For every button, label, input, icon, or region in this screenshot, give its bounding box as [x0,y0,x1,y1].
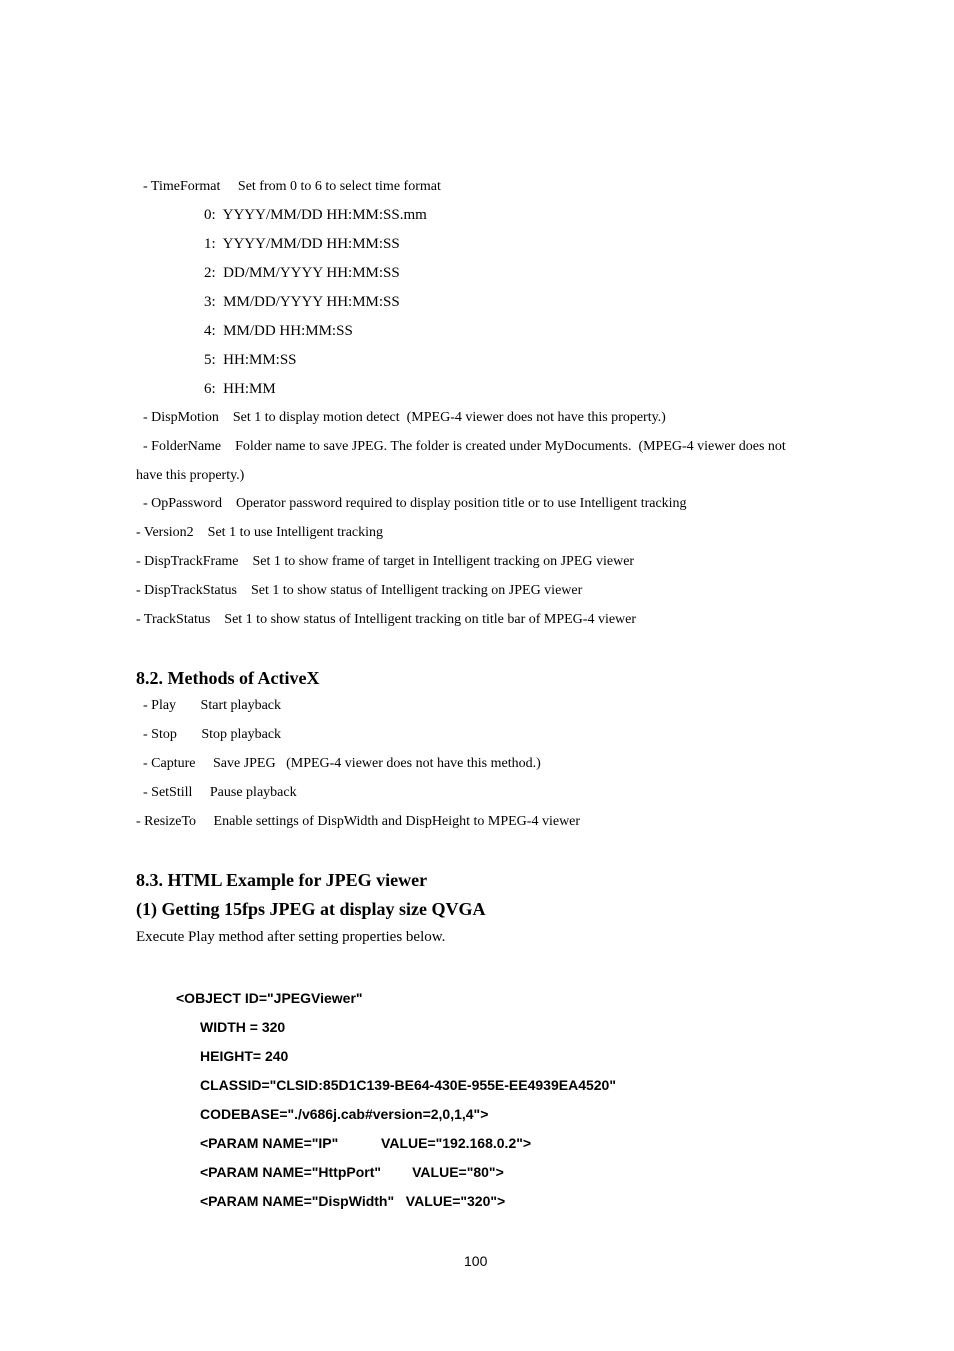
time-format-option: 2: DD/MM/YYYY HH:MM:SS [204,265,400,281]
prop-disptrackstatus: - DispTrackStatus Set 1 to show status of Intelligent tracking on JPEG viewer [136,583,583,598]
time-format-option: 4: MM/DD HH:MM:SS [204,323,353,339]
code-line: <PARAM NAME="IP" VALUE="192.168.0.2"> [200,1135,532,1151]
method-stop: - Stop Stop playback [143,727,282,742]
code-line: WIDTH = 320 [200,1019,286,1035]
code-line: <PARAM NAME="DispWidth" VALUE="320"> [200,1193,506,1209]
section-heading-methods: 8.2. Methods of ActiveX [136,668,320,688]
code-line: HEIGHT= 240 [200,1048,289,1064]
prop-timeformat: - TimeFormat Set from 0 to 6 to select time format [143,179,441,194]
example-subheading: (1) Getting 15fps JPEG at display size QVGA [136,899,486,919]
prop-disptrackframe: - DispTrackFrame Set 1 to show frame of target in Intelligent tracking on JPEG viewer [136,554,635,569]
prop-dispmotion: - DispMotion Set 1 to display motion detect (MPEG-4 viewer does not have this property.) [143,410,666,425]
section-heading-example: 8.3. HTML Example for JPEG viewer [136,870,428,890]
method-play: - Play Start playback [143,698,282,713]
time-format-option: 3: MM/DD/YYYY HH:MM:SS [204,294,400,310]
page-number: 100 [464,1253,488,1269]
method-setstill: - SetStill Pause playback [143,785,297,800]
prop-foldername-cont: have this property.) [136,468,245,483]
method-resizeto: - ResizeTo Enable settings of DispWidth and DispHeight to MPEG-4 viewer [136,814,581,829]
prop-oppassword: - OpPassword Operator password required to display position title or to use Intelligent tracking [143,496,687,511]
time-format-option: 1: YYYY/MM/DD HH:MM:SS [204,236,400,252]
prop-version2: - Version2 Set 1 to use Intelligent tracking [136,525,384,540]
code-line: <OBJECT ID="JPEGViewer" [176,990,363,1006]
prop-foldername: - FolderName Folder name to save JPEG. The folder is created under MyDocuments. (MPEG-4 viewer does not [143,439,786,454]
example-intro: Execute Play method after setting properties below. [136,929,446,945]
code-line: CODEBASE="./v686j.cab#version=2,0,1,4"> [200,1106,489,1122]
time-format-option: 5: HH:MM:SS [204,352,297,368]
code-line: <PARAM NAME="HttpPort" VALUE="80"> [200,1164,504,1180]
code-line: CLASSID="CLSID:85D1C139-BE64-430E-955E-EE4939EA4520" [200,1077,616,1093]
time-format-option: 6: HH:MM [204,381,276,397]
method-capture: - Capture Save JPEG (MPEG-4 viewer does not have this method.) [143,756,541,771]
prop-trackstatus: - TrackStatus Set 1 to show status of Intelligent tracking on title bar of MPEG-4 viewer [136,612,637,627]
time-format-option: 0: YYYY/MM/DD HH:MM:SS.mm [204,207,427,223]
